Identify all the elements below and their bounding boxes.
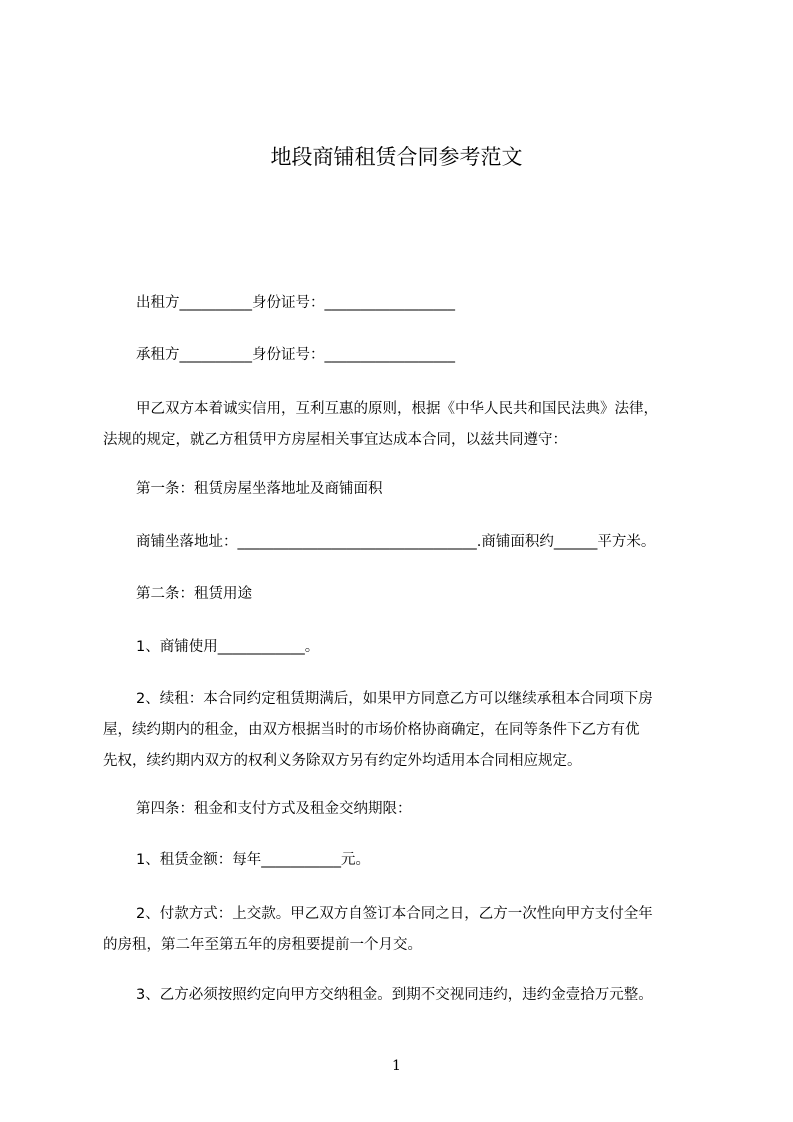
lessee-line: 承租方__________身份证号：__________________ [136, 347, 455, 363]
payment-duty-item: 3、乙方必须按照约定向甲方交纳租金。到期不交视同违约，违约金壹拾万元整。 [136, 987, 653, 1003]
usage-item: 1、商铺使用____________。 [136, 639, 320, 655]
article-1-heading: 第一条：租赁房屋坐落地址及商铺面积 [136, 481, 383, 497]
page-number: 1 [392, 1058, 401, 1074]
lessor-line: 出租方__________身份证号：__________________ [136, 295, 455, 311]
preamble-paragraph: 甲乙双方本着诚实信用，互利互惠的原则，根据《中华人民共和国民法典》法律， 法规的规定，就乙方租赁甲方房屋相关事宜达成本合同，以兹共同遵守： [103, 401, 658, 448]
shop-address-line: 商铺坐落地址：_________________________________.商铺面积约______平方米。 [136, 534, 656, 550]
article-2-heading: 第二条：租赁用途 [136, 586, 252, 602]
payment-method-paragraph: 2、付款方式：上交款。甲乙双方自签订本合同之日，乙方一次性向甲方支付全年 的房租，第二年至第五年的房租要提前一个月交。 [103, 906, 653, 953]
article-4-heading: 第四条：租金和支付方式及租金交纳期限： [136, 801, 412, 817]
rent-amount-item: 1、租赁金额：每年___________元。 [136, 852, 370, 868]
document-title: 地段商铺租赁合同参考范文 [270, 145, 523, 169]
renewal-paragraph: 2、续租：本合同约定租赁期满后，如果甲方同意乙方可以继续承租本合同项下房 屋，续约期内的租金，由双方根据当时的市场价格协商确定，在同等条件下乙方有优 先权，续约期内双方的权利义务除双方另有约定外均适用本合同相应规定。 [103, 691, 653, 769]
